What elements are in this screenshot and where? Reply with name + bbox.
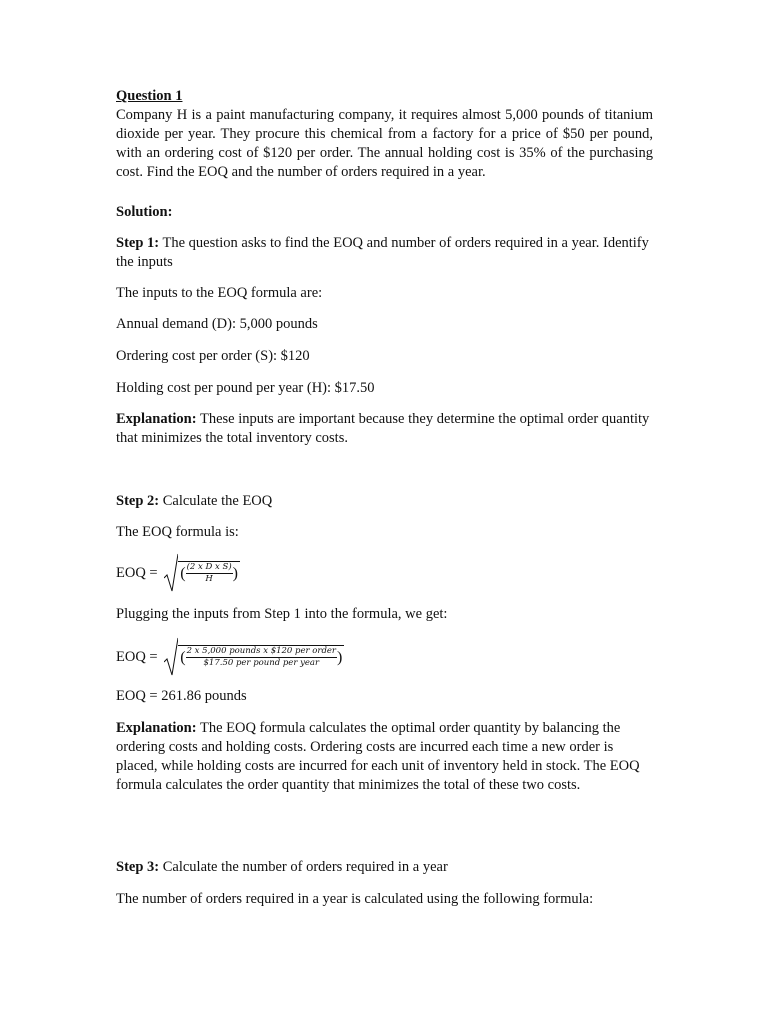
eoq-formula-substituted [116, 637, 344, 677]
radical-sign-icon [164, 553, 178, 593]
step3-text: Calculate the number of orders required in a year [159, 859, 448, 875]
step1-label: Step 1: [116, 235, 160, 251]
step1-explanation-text: These inputs are important because they determine the optimal order quantity that minimizes the total inventory costs. [116, 411, 650, 446]
input-ordering-cost: Ordering cost per order (S): $120 [116, 348, 310, 364]
eoq-result: EOQ = 261.86 pounds [116, 688, 247, 704]
step3-heading [116, 858, 653, 877]
fraction-numerator: (2 x D x S) [186, 562, 232, 572]
radicand [178, 561, 240, 585]
formula-lhs: EOQ = [116, 564, 162, 581]
plug-in-text: Plugging the inputs from Step 1 into the formula, we get: [116, 606, 448, 622]
step3-formula-intro: The number of orders required in a year is calculated using the following formula: [116, 891, 594, 907]
inputs-intro: The inputs to the EOQ formula are: [116, 285, 323, 301]
square-root [164, 553, 240, 593]
input-annual-demand: Annual demand (D): 5,000 pounds [116, 316, 318, 332]
formula-lhs: EOQ = [116, 648, 162, 665]
step1-explanation-label: Explanation: [116, 411, 197, 427]
step2-label: Step 2: [116, 493, 160, 509]
formula-intro: The EOQ formula is: [116, 524, 239, 540]
step1-text: The question asks to find the EOQ and number of orders required in a year. Identify the inputs [116, 235, 649, 270]
step1-explanation [116, 410, 653, 448]
question-block [116, 87, 653, 182]
fraction [186, 646, 337, 669]
step2-text: Calculate the EOQ [159, 493, 273, 509]
step3-label: Step 3: [116, 859, 160, 875]
fraction-denominator: H [205, 574, 213, 584]
step1-heading [116, 234, 653, 272]
fraction-denominator: $17.50 per pound per year [203, 658, 320, 668]
square-root [164, 637, 344, 677]
close-paren: ) [337, 649, 343, 666]
open-paren: ( [180, 565, 186, 582]
step2-heading [116, 492, 653, 511]
close-paren: ) [232, 565, 238, 582]
fraction-numerator: 2 x 5,000 pounds x $120 per order [186, 646, 336, 656]
radical-sign-icon [164, 637, 178, 677]
eoq-formula-general [116, 553, 240, 593]
fraction [186, 562, 233, 585]
input-holding-cost: Holding cost per pound per year (H): $17.50 [116, 380, 375, 396]
open-paren: ( [180, 649, 186, 666]
step2-explanation [116, 719, 653, 795]
question-title: Question 1 [116, 88, 183, 104]
step2-explanation-label: Explanation: [116, 720, 197, 736]
solution-heading: Solution: [116, 204, 173, 220]
question-body: Company H is a paint manufacturing company, it requires almost 5,000 pounds of titanium dioxide per year. They procure this chemical from a factory for a price of $50 per pound, with an ordering cost of $120 per order. The annual holding cost is 35% of the purchasing cost. Find the EOQ and the number of orders required in a year. [116, 107, 653, 180]
step2-explanation-text: The EOQ formula calculates the optimal order quantity by balancing the ordering costs and holding costs. Ordering costs are incurred each time a new order is placed, while holding costs are incurred for each unit of inventory held in stock. The EOQ formula calculates the order quantity that minimizes the total of these two costs. [116, 720, 640, 793]
radicand [178, 645, 344, 669]
